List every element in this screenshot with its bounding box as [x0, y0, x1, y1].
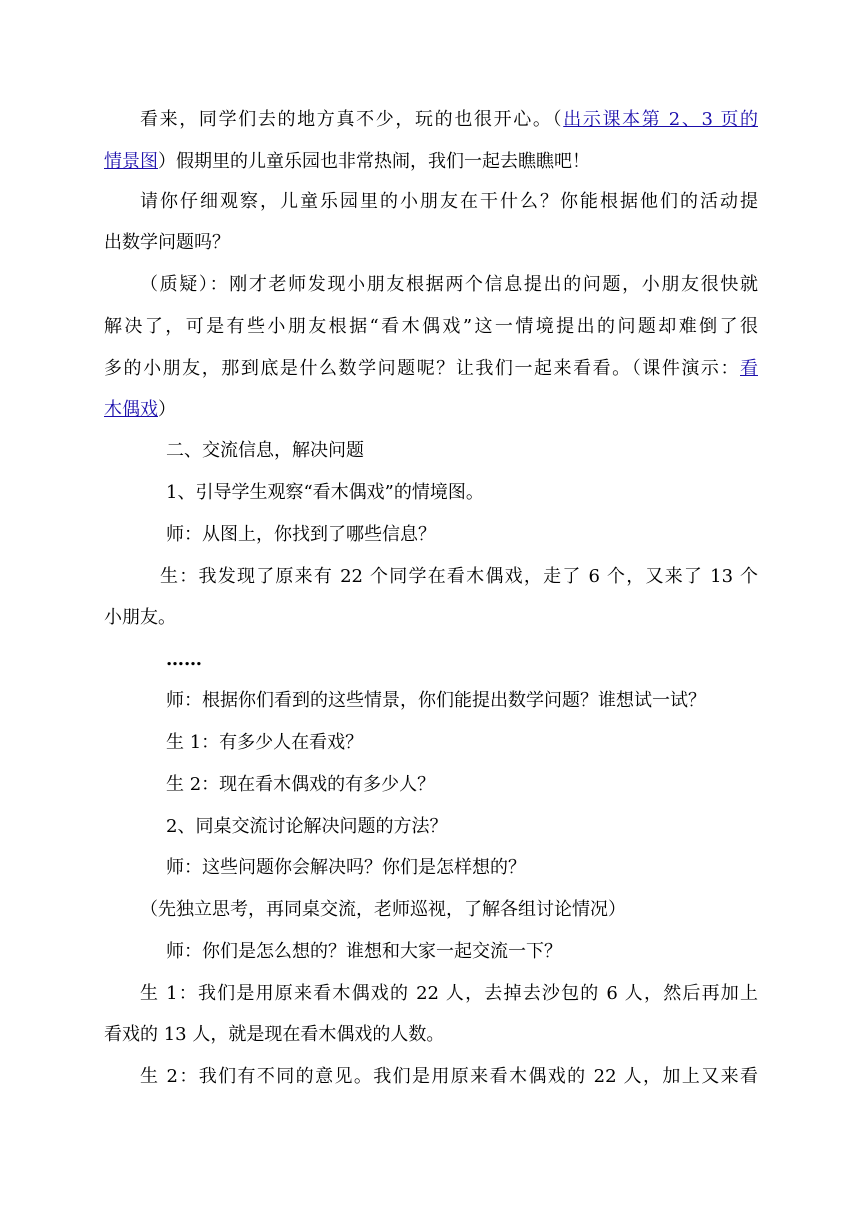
paragraph-line: 出数学问题吗？: [104, 232, 230, 253]
paragraph-line: [104, 357, 758, 381]
student-line: 生 1：有多少人在看戏？: [166, 732, 364, 753]
paragraph-line: [104, 190, 758, 214]
student-line: [104, 982, 758, 1006]
paragraph-line: [104, 150, 590, 174]
step-text: 2、同桌交流讨论解决问题的方法？: [166, 816, 448, 837]
text-segment: ）: [158, 399, 176, 420]
student-line: [104, 565, 758, 589]
text-segment: ）假期里的儿童乐园也非常热闹，我们一起去瞧瞧吧！: [158, 151, 590, 172]
courseware-link[interactable]: 看: [740, 358, 758, 379]
textbook-link[interactable]: 出示课本第 2、3 页的: [563, 109, 758, 130]
student-line: 小朋友。: [104, 607, 176, 628]
section-heading: 二、交流信息，解决问题: [166, 440, 364, 461]
paragraph-line: [104, 398, 176, 422]
ellipsis: ……: [166, 649, 202, 670]
paragraph-line: 解决了，可是有些小朋友根据“看木偶戏”这一情境提出的问题却难倒了很: [104, 316, 758, 337]
text-segment: （质疑）：刚才老师发现小朋友根据两个信息提出的问题，小朋友很快就: [140, 274, 758, 295]
text-segment: 生 2：我们有不同的意见。我们是用原来看木偶戏的 22 人，加上又来看: [140, 1066, 758, 1087]
paragraph-line: [104, 108, 758, 132]
student-line: [104, 1065, 758, 1089]
step-text: 1、引导学生观察“看木偶戏”的情境图。: [166, 482, 484, 503]
text-segment: 生：我发现了原来有 22 个同学在看木偶戏，走了 6 个，又来了 13 个: [160, 566, 758, 587]
student-line: 生 2：现在看木偶戏的有多少人？: [166, 774, 436, 795]
teacher-line: 师：从图上，你找到了哪些信息？: [166, 524, 436, 545]
note-line: （先独立思考，再同桌交流，老师巡视，了解各组讨论情况）: [140, 899, 626, 920]
text-segment: 生 1：我们是用原来看木偶戏的 22 人，去掉去沙包的 6 人，然后再加上: [140, 983, 758, 1004]
teacher-line: 师：这些问题你会解决吗？你们是怎样想的？: [166, 857, 526, 878]
puppet-show-link[interactable]: 木偶戏: [104, 399, 158, 420]
teacher-line: 师：你们是怎么想的？谁想和大家一起交流一下？: [166, 941, 562, 962]
teacher-line: 师：根据你们看到的这些情景，你们能提出数学问题？谁想试一试？: [166, 690, 706, 711]
paragraph-line: [104, 273, 758, 297]
text-segment: 看来，同学们去的地方真不少，玩的也很开心。（: [140, 109, 564, 130]
student-line: 看戏的 13 人，就是现在看木偶戏的人数。: [104, 1024, 445, 1045]
scene-image-link[interactable]: 情景图: [104, 151, 158, 172]
text-segment: 多的小朋友，那到底是什么数学问题呢？让我们一起来看看。（课件演示：: [104, 358, 740, 379]
text-segment: 请你仔细观察，儿童乐园里的小朋友在干什么？你能根据他们的活动提: [140, 191, 758, 212]
